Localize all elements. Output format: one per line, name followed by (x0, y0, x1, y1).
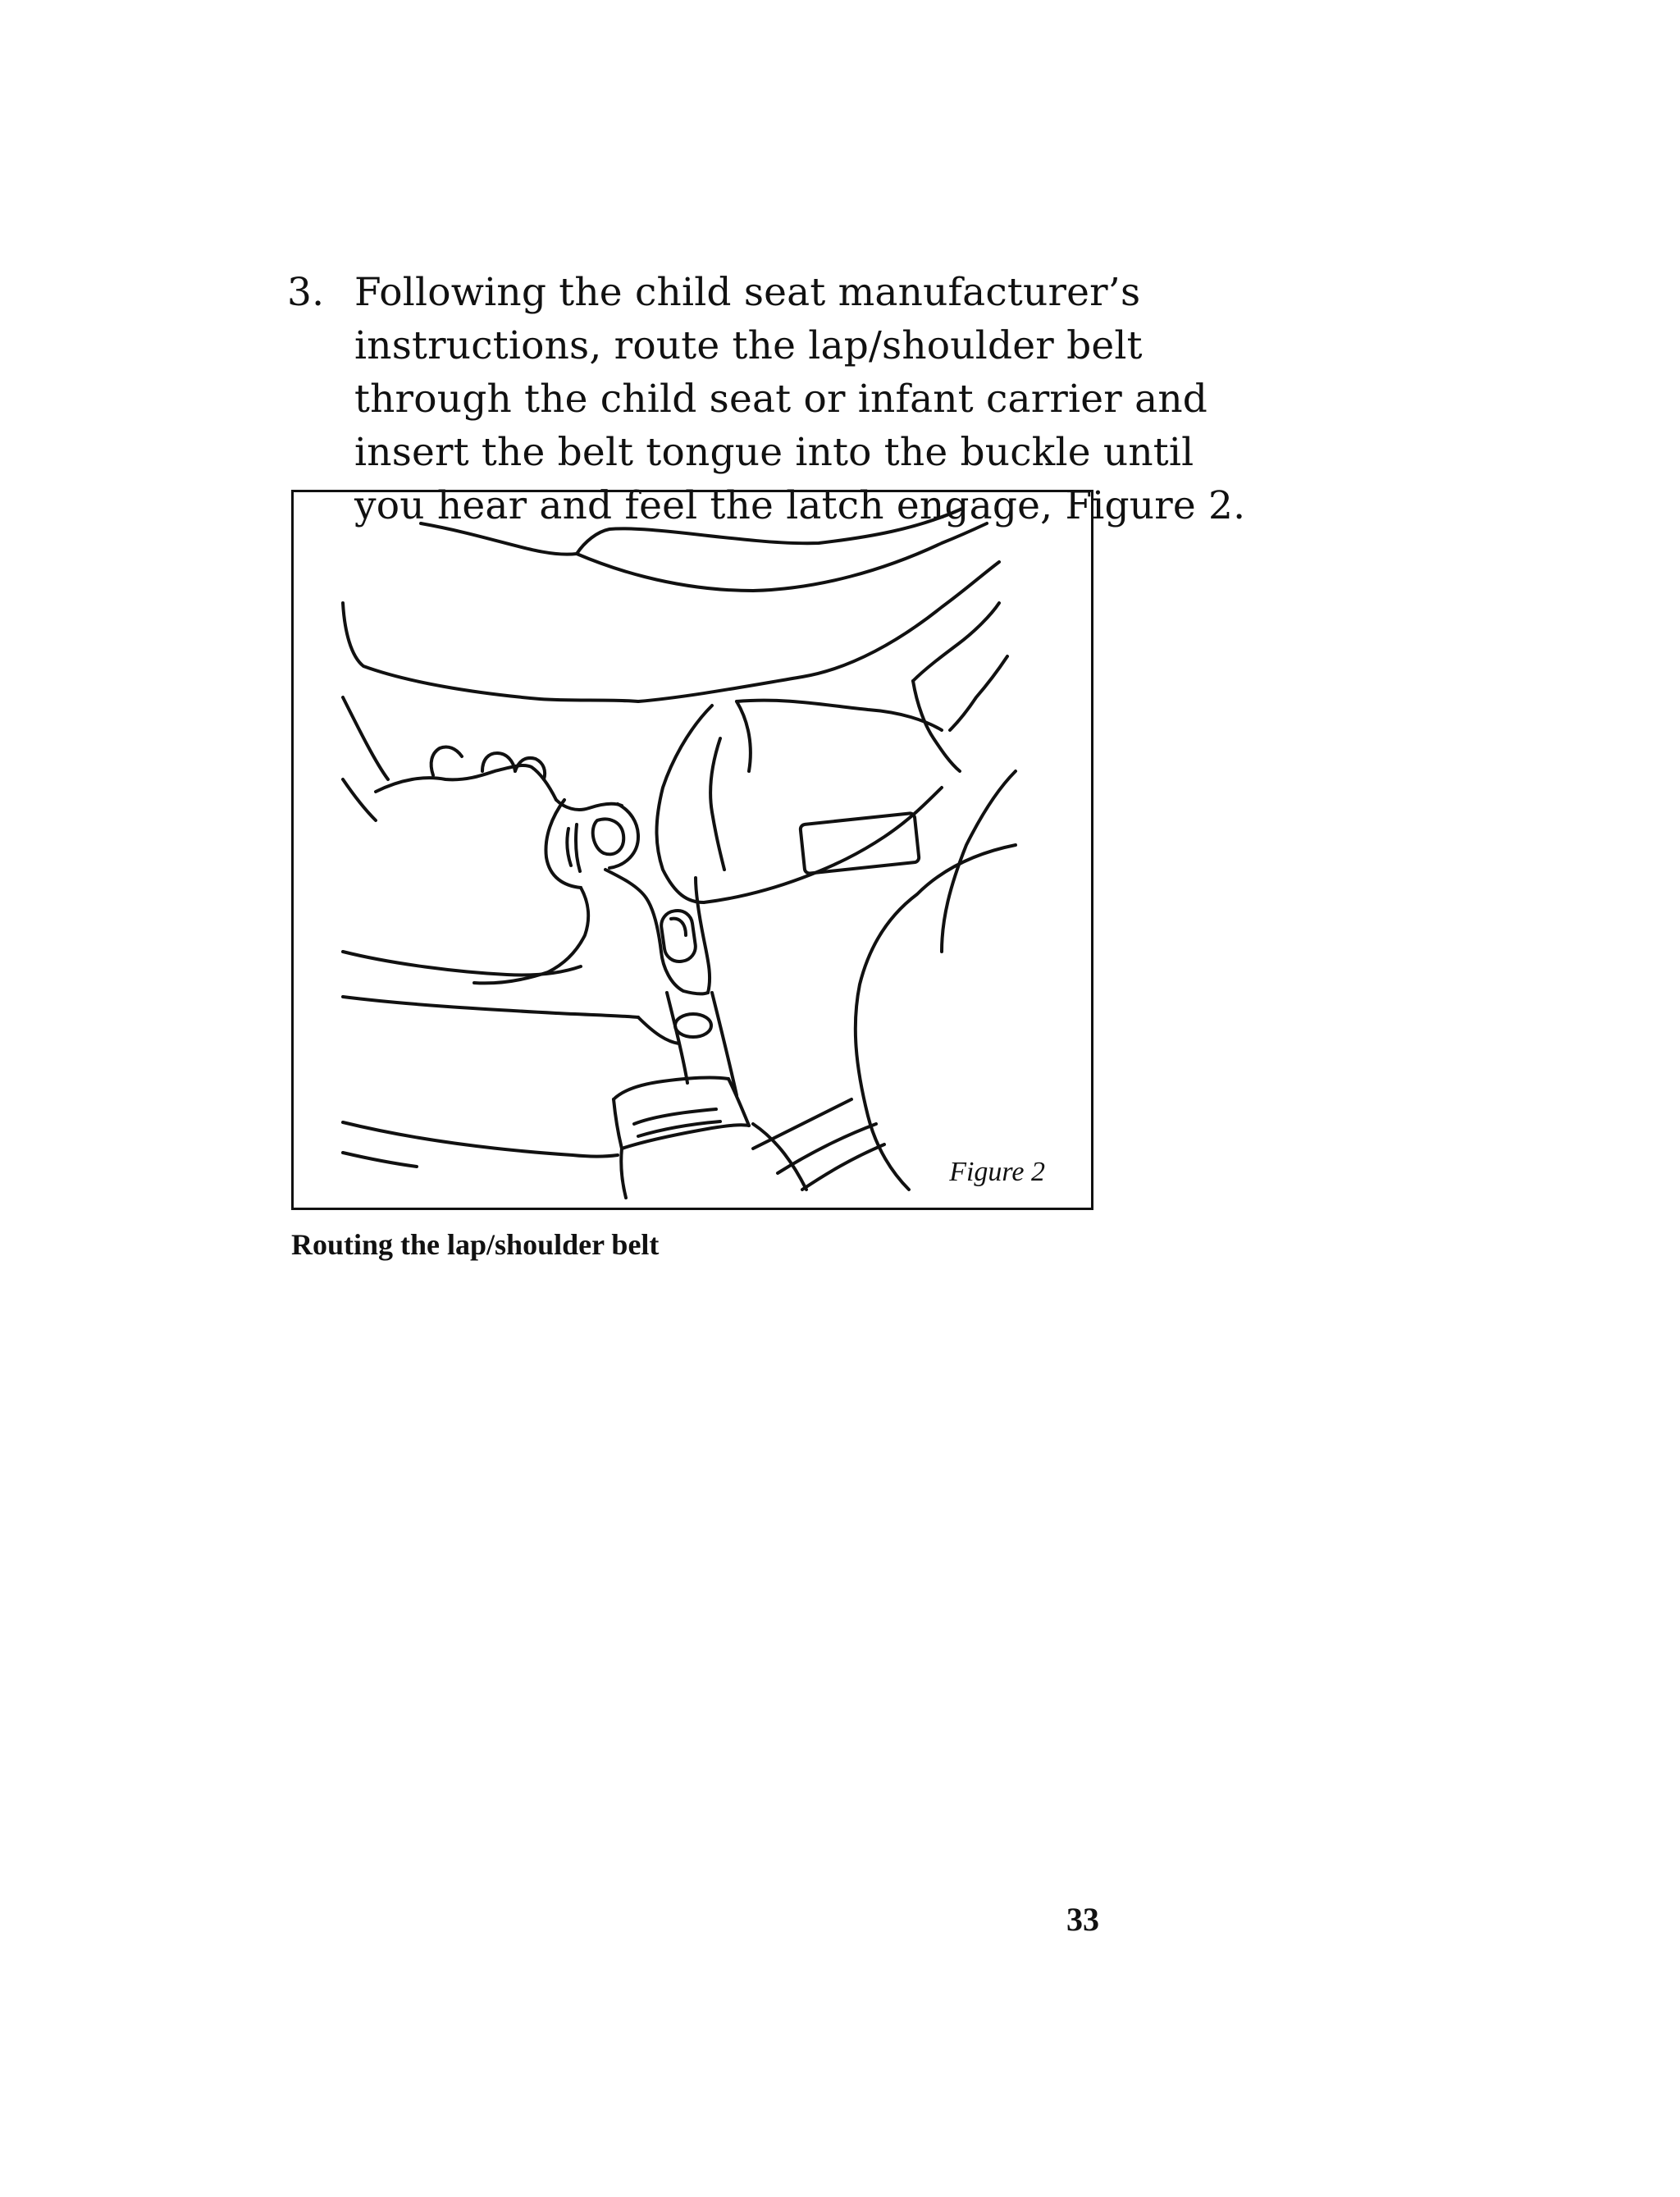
step-text-line: instructions, route the lap/shoulder belt (354, 323, 1143, 368)
page-number: 33 (1066, 1901, 1099, 1938)
step-text-line: Following the child seat manufacturer’s (354, 270, 1141, 315)
figure-caption: Routing the lap/shoulder belt (291, 1228, 660, 1261)
step-number: 3. (287, 270, 325, 315)
step-text-line: insert the belt tongue into the buckle until (354, 430, 1194, 475)
figure-label: Figure 2 (949, 1157, 1045, 1187)
figure-2-frame (291, 490, 1093, 1210)
belt-buckle-illustration (294, 492, 1091, 1208)
step-text-line: through the child seat or infant carrier and (354, 377, 1208, 422)
step-text-line: you hear and feel the latch engage, Figure 2. (354, 483, 1246, 528)
